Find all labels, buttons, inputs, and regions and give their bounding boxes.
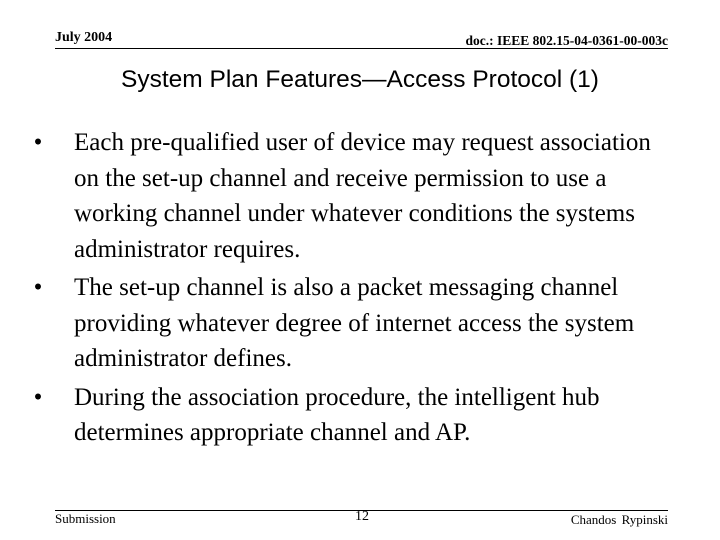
footer-submission: Submission	[55, 511, 116, 526]
header-date: July 2004	[55, 30, 113, 45]
bullet-list	[28, 125, 668, 454]
page-number: 12	[355, 509, 369, 524]
bullet-text: The set-up channel is also a packet messaging channel providing whatever degree of internet access the system administrator defines.	[74, 274, 635, 372]
bullet-icon: •	[33, 274, 43, 301]
header-doc-id: doc.: IEEE 802.15-04-0361-00-003c	[465, 33, 668, 48]
bullet-icon: •	[33, 383, 43, 411]
bullet-item	[28, 270, 668, 377]
footer-author: Chandos Rypinski	[570, 512, 668, 527]
header-divider	[55, 48, 668, 49]
bullet-text: During the association procedure, the intelligent hub determines appropriate channel and AP.	[74, 383, 600, 446]
bullet-item	[28, 125, 668, 267]
bullet-item	[28, 380, 668, 451]
bullet-text: Each pre-qualified user of device may request association on the set-up channel and receive permission to use a working channel under whatever conditions the systems administrator requires.	[74, 129, 651, 263]
slide-title: System Plan Features—Access Protocol (1)	[121, 66, 599, 93]
bullet-icon: •	[33, 129, 43, 156]
